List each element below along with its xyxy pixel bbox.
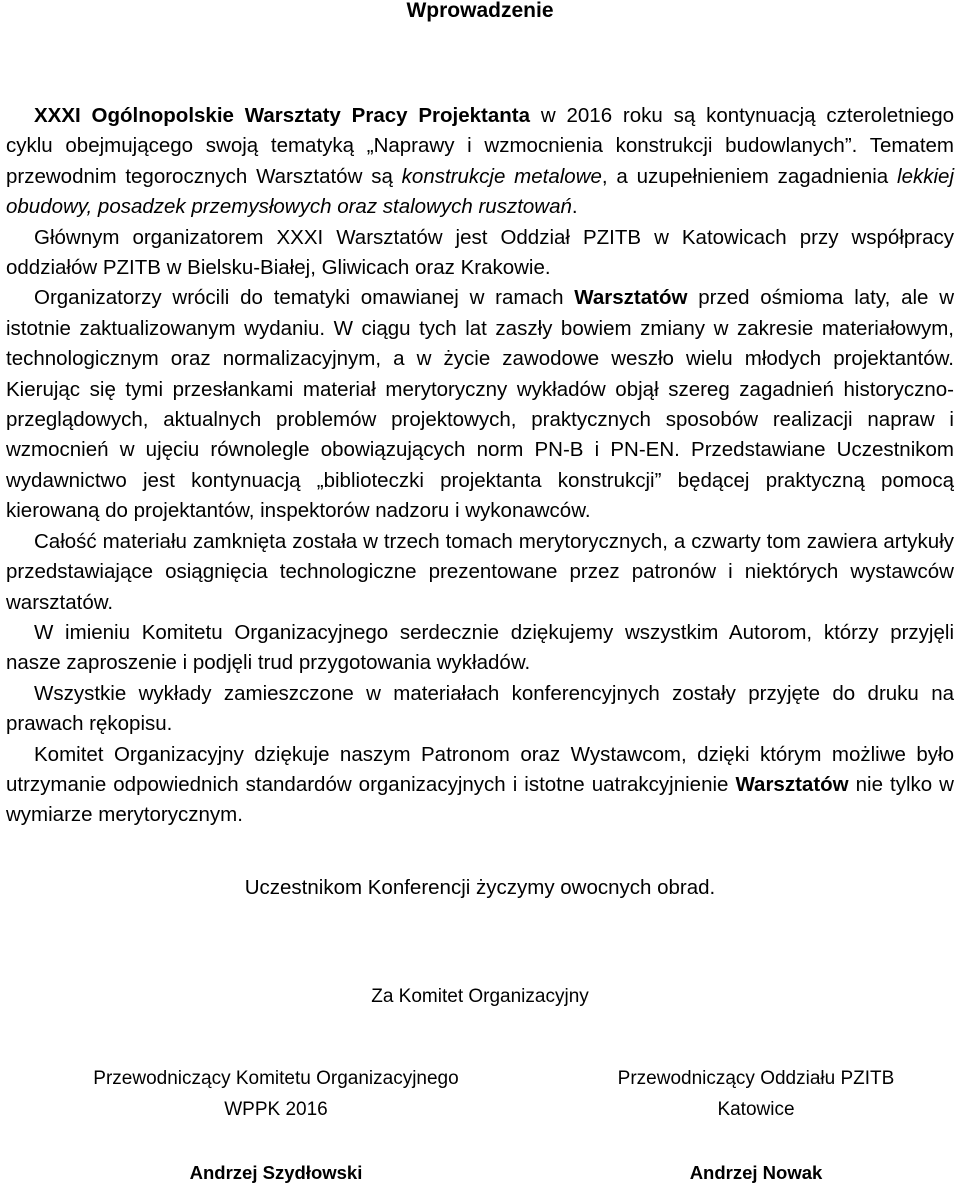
workshops-emphasis-2: Warsztatów — [735, 772, 849, 796]
signature-right-role: Przewodniczący Oddziału PZITB — [617, 1068, 895, 1089]
paragraph-history — [6, 283, 954, 526]
signature-right-org: Katowice — [717, 1099, 795, 1120]
signature-left-role: Przewodniczący Komitetu Organizacyjnego — [93, 1068, 459, 1089]
paragraph-patrons-text: Komitet Organizacyjny dziękuje naszym Patronom oraz Wystawcom, dzięki którym możliwe było utrzymanie odpowiednich standardów organizacyjnych i istotne uatrakcyjnienie — [6, 742, 954, 796]
page-title: Wprowadzenie — [406, 0, 554, 22]
supplementary-topics: lekkiej obudowy, posadzek przemysłowych oraz stalowych rusztowań — [6, 164, 954, 219]
paragraph-intro — [6, 101, 954, 223]
signature-left-org: WPPK 2016 — [224, 1099, 328, 1120]
main-topic: konstrukcje metalowe — [401, 164, 602, 188]
workshop-name: XXXI Ogólnopolskie Warsztaty Pracy Projektanta — [34, 104, 531, 127]
closing-wish: Uczestnikom Konferencji życzymy owocnych obrad. — [244, 876, 716, 899]
paragraph-manuscript: Wszystkie wykłady zamieszczone w materiałach konferencyjnych zostały przyjęte do druku na prawach rękopisu. — [6, 681, 954, 736]
paragraph-intro-text-2: , a uzupełnieniem zagadnienia — [601, 164, 898, 188]
paragraph-history-text-2: przed ośmioma laty, ale w istotnie zaktualizowanym wydaniu. W ciągu tych lat zaszły bowiem zmiany w zakresie materiałowym, technologicznym oraz normalizacyjnym, a w życie zawodowe weszło wielu młodych projektantów. Kierując się tymi przesłankami materiał merytoryczny wykładów objął szereg zagadnień historyczno-przeglądowych, aktualnych problemów projektowych, praktycznych sposobów realizacji napraw i wzmocnień w ujęciu równolegle obowiązujących norm PN-B i PN-EN. Przedstawiane Uczestnikom wydawnictwo jest kontynuacją „biblioteczki projektanta konstrukcji” będącej praktyczną pomocą kierowaną do projektantów, inspektorów nadzoru i wykonawców. — [6, 286, 955, 523]
paragraph-patrons-text-2: nie tylko w wymiarze merytorycznym. — [6, 772, 954, 827]
signature-left — [0, 1063, 552, 1188]
paragraph-history-text: Organizatorzy wrócili do tematyki omawianej w ramach — [34, 286, 575, 310]
signature-right-name: Andrzej Nowak — [689, 1162, 823, 1183]
paragraph-intro-end: . — [571, 195, 578, 219]
workshops-emphasis: Warsztatów — [574, 286, 688, 310]
committee-heading: Za Komitet Organizacyjny — [371, 986, 589, 1007]
paragraph-intro-text: w 2016 roku są kontynuacją czteroletniego cyklu obejmującego swoją tematyką „Naprawy i wzmocnienia konstrukcji budowlanych”. Tematem przewodnim tegorocznych Warsztatów są — [6, 104, 955, 188]
paragraph-thanks-authors: W imieniu Komitetu Organizacyjnego serdecznie dziękujemy wszystkim Autorom, którzy przyjęli nasze zaproszenie i podjęli trud przygotowania wykładów. — [6, 620, 954, 675]
signature-right — [552, 1063, 960, 1188]
paragraph-volumes: Całość materiału zamknięta została w trzech tomach merytorycznych, a czwarty tom zawiera artykuły przedstawiające osiągnięcia technologiczne prezentowane przez patronów i niektórych wystawców warsztatów. — [6, 529, 954, 614]
signature-left-name: Andrzej Szydłowski — [189, 1162, 363, 1183]
paragraph-thanks-patrons — [6, 740, 954, 831]
paragraph-organizer: Głównym organizatorem XXXI Warsztatów jest Oddział PZITB w Katowicach przy współpracy oddziałów PZITB w Bielsku-Białej, Gliwicach oraz Krakowie. — [6, 225, 954, 280]
document-body — [6, 101, 954, 831]
